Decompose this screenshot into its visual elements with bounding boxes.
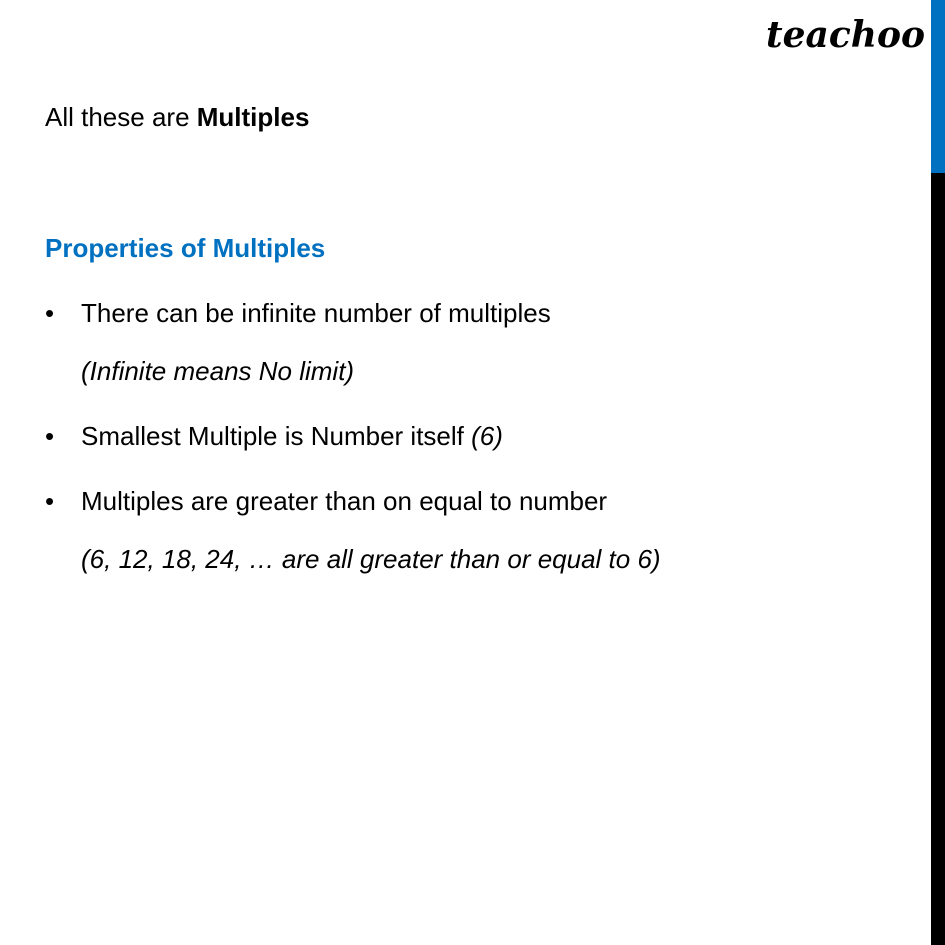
side-accent-bar-blue [931,0,945,173]
bullet-text: Smallest Multiple is Number itself [81,421,472,451]
intro-bold-term: Multiples [196,102,310,132]
bullet-note: (Infinite means No limit) [81,356,355,386]
side-accent-bar-black [931,173,945,945]
bullet-text-wrap [81,421,503,452]
bullet-marker: • [45,486,55,516]
section-heading: Properties of Multiples [45,233,326,263]
bullet-text: There can be infinite number of multiples [81,298,551,328]
bullet-marker: • [45,421,55,451]
intro-line [45,102,309,133]
bullet-text: Multiples are greater than on equal to number [81,486,608,516]
bullet-note: (6, 12, 18, 24, … are all greater than or equal to 6) [81,544,661,574]
bullet-marker: • [45,298,55,328]
intro-prefix: All these are [45,102,197,132]
teachoo-logo: teachoo [766,14,925,56]
bullet-inline-note: (6) [471,421,503,451]
